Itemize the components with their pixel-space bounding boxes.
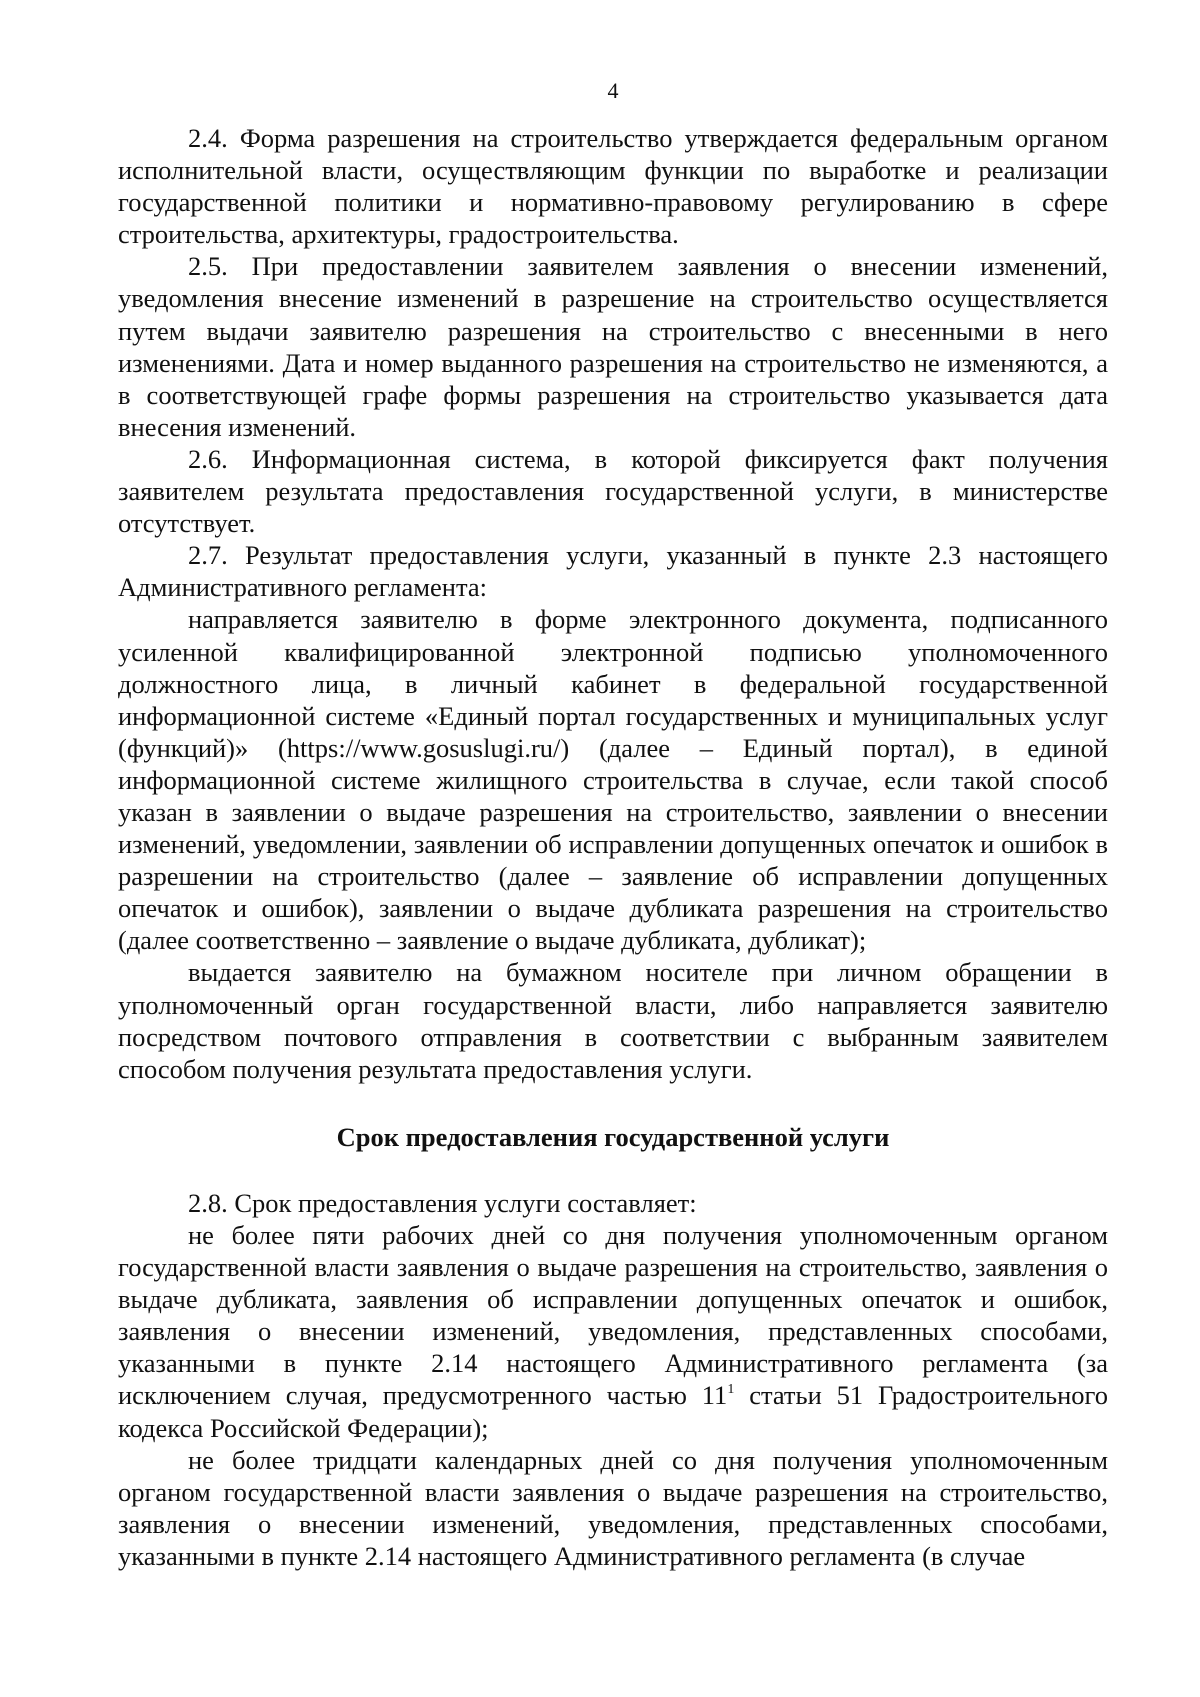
paragraph-paper-delivery: выдается заявителю на бумажном носителе при личном обращении в уполномоченный орган государственной власти, либо направляется заявителю посредством почтового отправления в соответствии с выбранным заявителем способом получения результата предоставления услуги. (118, 957, 1108, 1084)
paragraph-thirty-days: не более тридцати календарных дней со дня получения уполномоченным органом государственной власти заявления о выдаче разрешения на строительство, заявления о внесении изменений, уведомления, представленных способами, указанными в пункте 2.14 настоящего Административного регламента (в случае (118, 1444, 1108, 1571)
paragraph-2-7: 2.7. Результат предоставления услуги, указанный в пункте 2.3 настоящего Административного регламента: (118, 540, 1108, 603)
paragraph-2-4: 2.4. Форма разрешения на строительство утверждается федеральным органом исполнительной власти, осуществляющим функции по выработке и реализации государственной политики и нормативно-правовому регулированию в сфере строительства, архитектуры, градостроительства. (118, 123, 1108, 250)
paragraph-2-5: 2.5. При предоставлении заявителем заявления о внесении изменений, уведомления внесение изменений в разрешение на строительство осуществляется путем выдачи заявителю разрешения на строительство с внесенными в него изменениями. Дата и номер выданного разрешения на строительство не изменяются, а в соответствующей графе формы разрешения на строительство указывается дата внесения изменений. (118, 251, 1108, 442)
paragraph-2-6: 2.6. Информационная система, в которой фиксируется факт получения заявителем результата предоставления государственной услуги, в министерстве отсутствует. (118, 443, 1108, 539)
page-number: 4 (607, 78, 619, 103)
document-body (118, 122, 1108, 1572)
paragraph-five-days-tail: статьи 51 Градостроительного кодекса Российской Федерации); (118, 1380, 1108, 1443)
paragraph-electronic-delivery: направляется заявителю в форме электронного документа, подписанного усиленной квалифицированной электронной подписью уполномоченного должностного лица, в личный кабинет в федеральной государственной информационной системе «Единый портал государственных и муниципальных услуг (функций)» (https://www.gosuslugi.ru/) (далее – Единый портал), в единой информационной системе жилищного строительства в случае, если такой способ указан в заявлении о выдаче разрешения на строительство, заявлении о внесении изменений, уведомлении, заявлении об исправлении допущенных опечаток и ошибок в разрешении на строительство (далее – заявление об исправлении допущенных опечаток и ошибок), заявлении о выдаче дубликата разрешения на строительство (далее соответственно – заявление о выдаче дубликата, дубликат); (118, 604, 1108, 956)
paragraph-five-days-text: не более пяти рабочих дней со дня получения уполномоченным органом государственной власти заявления о выдаче разрешения на строительство, заявления о выдаче дубликата, заявления об исправлении допущенных опечаток и ошибок, заявления о внесении изменений, уведомления, представленных способами, указанными в пункте 2.14 настоящего Административного регламента (за исключением случая, предусмотренного частью 11 (118, 1220, 1108, 1411)
section-heading: Срок предоставления государственной услуги (336, 1121, 890, 1152)
paragraph-2-8: 2.8. Срок предоставления услуги составляет: (188, 1187, 697, 1218)
paragraph-five-days (118, 1219, 1108, 1444)
superscript-mark: 1 (727, 1382, 735, 1398)
